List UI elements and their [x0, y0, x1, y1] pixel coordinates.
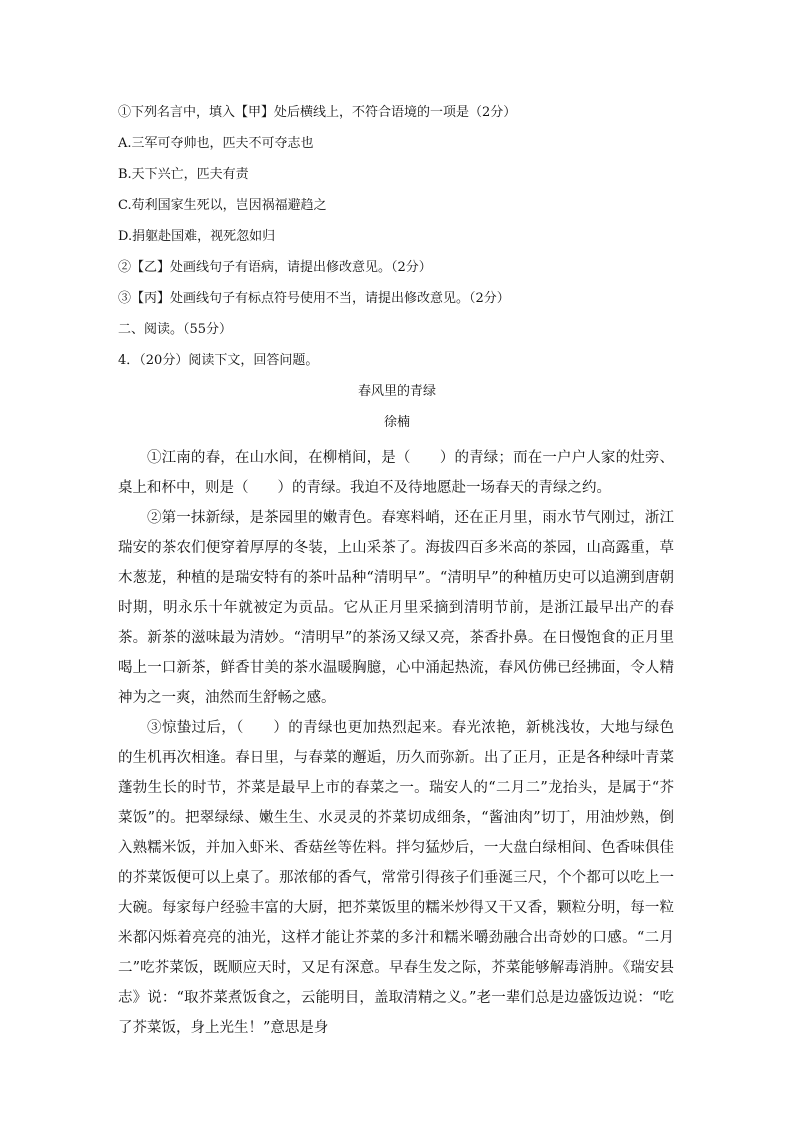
option-a: A.三军可夺帅也，匹夫不可夺志也 [118, 136, 314, 151]
question-4-prompt: 4．（20分）阅读下文，回答问题。 [118, 353, 319, 368]
option-b: B.天下兴亡，匹夫有责 [118, 167, 249, 182]
section-heading: 二、阅读。（55分） [118, 322, 233, 337]
article-author: 徐楠 [383, 415, 410, 430]
question-3: ③【丙】处画线句子有标点符号使用不当，请提出修改意见。（2分） [118, 291, 510, 306]
article-body [118, 443, 674, 1043]
paragraph-2: ②第一抹新绿，是茶园里的嫩青色。春寒料峭，还在正月里，雨水节气刚过，浙江瑞安的茶农们便穿着厚厚的冬装，上山采茶了。海拔四百多米高的茶园，山高露重，草木葱茏，种植的是瑞安特有的茶叶品种“清明早”。“清明早”的种植历史可以追溯到唐朝时期，明永乐十年就被定为贡品。它从正月里采摘到清明节前，是浙江最早出产的春茶。新茶的滋味最为清妙。“清明早”的茶汤又绿又亮，茶香扑鼻。在日慢饱食的正月里喝上一口新茶，鲜香甘美的茶水温暖胸臆，心中涌起热流，春风仿佛已经拂面，令人精神为之一爽，油然而生舒畅之感。 [118, 510, 674, 706]
question-1: ①下列名言中，填入【甲】处后横线上，不符合语境的一项是（2分） [118, 105, 517, 120]
paragraph-1: ①江南的春，在山水间，在柳梢间，是（ ）的青绿；而在一户户人家的灶旁、桌上和杯中，则是（ ）的青绿。我迫不及待地愿赴一场春天的青绿之约。 [118, 450, 674, 496]
article-title: 春风里的青绿 [357, 384, 436, 399]
option-d: D.捐躯赴国难，视死忽如归 [118, 229, 276, 244]
option-c: C.苟利国家生死以，岂因祸福避趋之 [118, 198, 327, 213]
question-2: ②【乙】处画线句子有语病，请提出修改意见。（2分） [118, 260, 432, 275]
paragraph-3: ③惊蛰过后，（ ）的青绿也更加热烈起来。春光浓艳，新桃浅妆，大地与绿色的生机再次相逢。春日里，与春菜的邂逅，历久而弥新。出了正月，正是各种绿叶青菜蓬勃生长的时节，芥菜是最早上市的春菜之一。瑞安人的“二月二”龙抬头，是属于“芥菜饭”的。把翠绿绿、嫩生生、水灵灵的芥菜切成细条，“酱油肉”切丁，用油炒熟，倒入熟糯米饭，并加入虾米、香菇丝等佐料。拌匀猛炒后，一大盘白绿相间、色香味俱佳的芥菜饭便可以上桌了。那浓郁的香气，常常引得孩子们垂涎三尺，个个都可以吃上一大碗。每家每户经验丰富的大厨，把芥菜饭里的糯米炒得又干又香，颗粒分明，每一粒米都闪烁着亮亮的油光，这样才能让芥菜的多汁和糯米嚼劲融合出奇妙的口感。“二月二”吃芥菜饭，既顺应天时，又足有深意。早春生发之际，芥菜能够解毒消肿。《瑞安县志》说：“取芥菜煮饭食之，云能明目，盖取清精之义。”老一辈们总是边盛饭边说：“吃了芥菜饭，身上光生！”意思是身 [118, 720, 674, 1036]
